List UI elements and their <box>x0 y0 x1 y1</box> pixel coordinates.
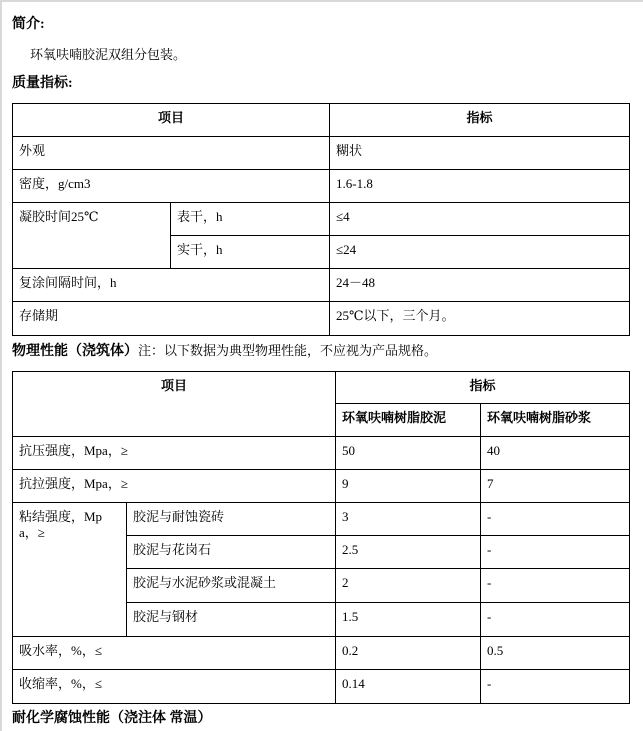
row-value-hard-dry: ≤24 <box>330 236 630 269</box>
physical-properties-table <box>12 371 630 704</box>
row-value1-cement-concrete: 2 <box>336 569 481 603</box>
quality-col-header-item: 项目 <box>13 104 330 137</box>
row-label-tensile-strength: 抗拉强度，Mpa，≥ <box>13 470 336 503</box>
row-value2-steel: - <box>481 603 630 637</box>
table-row <box>13 170 630 203</box>
table-row <box>13 137 630 170</box>
row-value1-shrinkage: 0.14 <box>336 670 481 704</box>
table-row <box>13 470 630 503</box>
row-value-density: 1.6-1.8 <box>330 170 630 203</box>
table-row <box>13 670 630 704</box>
physical-properties-heading: 物理性能（浇筑体） <box>12 344 138 359</box>
row-label-density: 密度，g/cm3 <box>13 170 330 203</box>
quality-table <box>12 103 630 336</box>
intro-heading: 简介: <box>12 17 45 32</box>
physical-col-header-sand-mortar: 环氧呋喃树脂砂浆 <box>481 404 630 437</box>
row-value1-steel: 1.5 <box>336 603 481 637</box>
chemical-resistance-heading: 耐化学腐蚀性能（浇注体 常温） <box>12 711 212 726</box>
row-value2-cement-concrete: - <box>481 569 630 603</box>
row-label-water-absorption: 吸水率，%，≤ <box>13 637 336 670</box>
quality-col-header-index: 指标 <box>330 104 630 137</box>
physical-col-header-item: 项目 <box>13 372 336 437</box>
row-label-bond-strength: 粘结强度，Mpa，≥ <box>13 503 127 637</box>
table-row <box>13 372 630 404</box>
table-row <box>13 269 630 302</box>
row-value1-tensile: 9 <box>336 470 481 503</box>
row-label-shrinkage: 收缩率，%，≤ <box>13 670 336 704</box>
row-value2-compressive: 40 <box>481 437 630 470</box>
row-sublabel-hard-dry: 实干，h <box>171 236 330 269</box>
row-value2-shrinkage: - <box>481 670 630 704</box>
row-sublabel-steel: 胶泥与钢材 <box>127 603 336 637</box>
row-value1-granite: 2.5 <box>336 536 481 569</box>
row-value-shelf-life: 25℃以下，三个月。 <box>330 302 630 336</box>
table-row <box>13 637 630 670</box>
table-row <box>13 203 630 236</box>
row-sublabel-surface-dry: 表干，h <box>171 203 330 236</box>
row-sublabel-granite: 胶泥与花岗石 <box>127 536 336 569</box>
intro-text: 环氧呋喃胶泥双组分包装。 <box>30 47 187 62</box>
row-label-appearance: 外观 <box>13 137 330 170</box>
row-value-surface-dry: ≤4 <box>330 203 630 236</box>
table-row <box>13 302 630 336</box>
row-sublabel-cement-concrete: 胶泥与水泥砂浆或混凝土 <box>127 569 336 603</box>
physical-properties-note <box>12 343 627 360</box>
table-row <box>13 437 630 470</box>
row-value2-ceramic-tile: - <box>481 503 630 536</box>
row-value2-tensile: 7 <box>481 470 630 503</box>
table-row <box>13 104 630 137</box>
physical-properties-note-text: 注：以下数据为典型物理性能，不应视为产品规格。 <box>138 343 438 358</box>
quality-indicators-heading: 质量指标: <box>12 76 73 91</box>
row-value1-compressive: 50 <box>336 437 481 470</box>
physical-col-header-index: 指标 <box>336 372 630 404</box>
row-label-compressive-strength: 抗压强度，Mpa，≥ <box>13 437 336 470</box>
row-value2-granite: - <box>481 536 630 569</box>
row-value-appearance: 糊状 <box>330 137 630 170</box>
row-label-shelf-life: 存储期 <box>13 302 330 336</box>
table-row <box>13 503 630 536</box>
row-value1-water-absorption: 0.2 <box>336 637 481 670</box>
physical-col-header-mortar: 环氧呋喃树脂胶泥 <box>336 404 481 437</box>
row-value1-ceramic-tile: 3 <box>336 503 481 536</box>
row-label-recoat-interval: 复涂间隔时间，h <box>13 269 330 302</box>
row-label-gel-time: 凝胶时间25℃ <box>13 203 171 269</box>
row-sublabel-ceramic-tile: 胶泥与耐蚀瓷砖 <box>127 503 336 536</box>
row-value2-water-absorption: 0.5 <box>481 637 630 670</box>
row-value-recoat-interval: 24－48 <box>330 269 630 302</box>
